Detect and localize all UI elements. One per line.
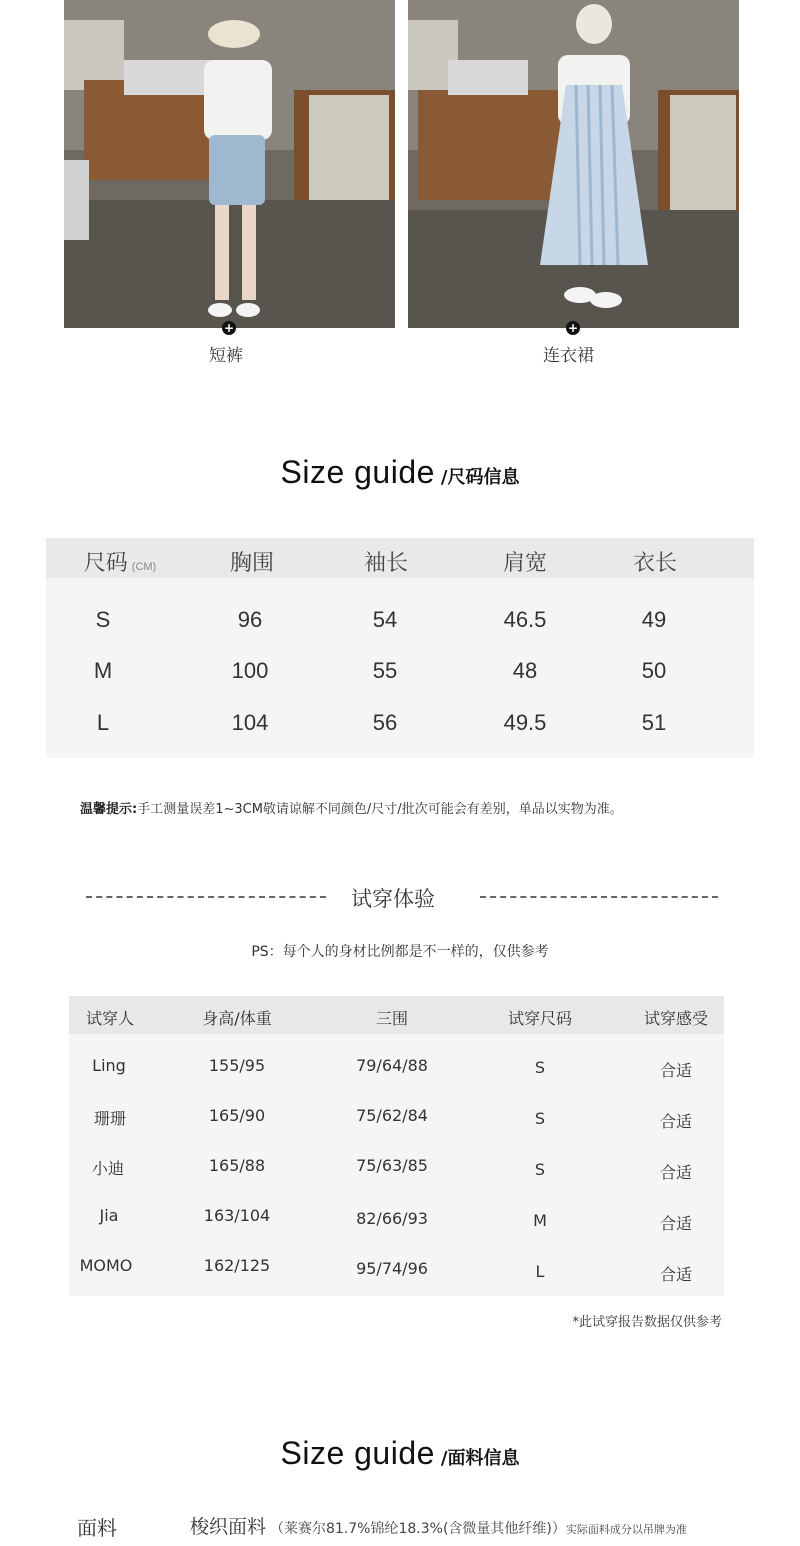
try-on-cell: 79/64/88 (356, 1056, 428, 1075)
divider-dashed-right (480, 896, 718, 898)
fabric-guide-title-en: Size guide (280, 1435, 435, 1471)
try-on-cell: 合适 (659, 1112, 693, 1131)
header-tester: 试穿人 (85, 1009, 135, 1028)
try-on-cell: 小迪 (91, 1159, 125, 1178)
header-size (84, 546, 156, 577)
size-guide-title-en: Size guide (280, 454, 435, 490)
try-on-disclaimer: PS：每个人的身材比例都是不一样的，仅供参考 (251, 944, 549, 960)
photo-caption-dress: 连衣裙 (543, 346, 594, 366)
try-on-title: 试穿体验 (351, 887, 435, 911)
header-sleeve: 袖长 (363, 551, 409, 576)
try-on-cell: 165/88 (208, 1156, 266, 1175)
fabric-type: 梭织面料 (190, 1516, 267, 1538)
try-on-cell: 155/95 (208, 1056, 266, 1075)
size-cell: 49 (641, 607, 667, 632)
unit-label: (CM) (131, 561, 157, 573)
try-on-cell: Jia (99, 1206, 119, 1225)
try-on-cell: 95/74/96 (356, 1259, 428, 1278)
photo-caption-shorts: 短裤 (209, 346, 243, 366)
try-on-cell: M (533, 1211, 547, 1230)
fabric-guide-title-cn: /面料信息 (440, 1448, 520, 1469)
try-on-cell: 合适 (659, 1214, 693, 1233)
size-table (46, 538, 754, 758)
size-guide-title-cn: /尺码信息 (440, 467, 520, 488)
try-on-cell: 162/125 (203, 1256, 271, 1275)
fabric-guide-title (0, 1435, 800, 1472)
header-length: 衣长 (632, 551, 678, 576)
size-cell: 51 (641, 710, 667, 735)
try-on-cell: 珊珊 (93, 1109, 127, 1128)
size-cell: 104 (231, 710, 269, 735)
try-on-cell: L (535, 1262, 545, 1281)
size-cell: S (95, 607, 111, 632)
try-on-cell: 合适 (659, 1061, 693, 1080)
try-on-cell: 82/66/93 (356, 1209, 428, 1228)
size-cell: M (93, 658, 113, 683)
header-measurements: 三围 (375, 1009, 409, 1028)
plus-circle-icon[interactable]: + (567, 321, 579, 335)
size-cell: 48 (512, 658, 538, 683)
size-cell: 96 (237, 607, 263, 632)
outfit-photo-shorts (64, 0, 395, 328)
size-cell: 55 (372, 658, 398, 683)
fabric-composition: （莱赛尔81.7%锦纶18.3%(含微量其他纤维)） (270, 1521, 566, 1537)
try-on-cell: S (534, 1058, 546, 1077)
notice-text: 手工测量误差1~3CM敬请谅解不同颜色/尺寸/批次可能会有差别，单品以实物为准。 (137, 802, 623, 817)
notice-label: 温馨提示: (80, 802, 138, 817)
fabric-info (190, 1512, 687, 1539)
header-chest: 胸围 (229, 551, 275, 576)
size-cell: L (96, 710, 110, 735)
divider-dashed-left (86, 896, 326, 898)
try-on-cell: 163/104 (203, 1206, 271, 1225)
size-cell: 54 (372, 607, 398, 632)
size-cell: 50 (641, 658, 667, 683)
fabric-note: 实际面料成分以吊牌为准 (565, 1523, 687, 1536)
fabric-label: 面料 (77, 1516, 117, 1540)
size-cell: 100 (231, 658, 269, 683)
header-fit-feeling: 试穿感受 (643, 1009, 709, 1028)
try-on-cell: MOMO (79, 1256, 133, 1275)
size-cell: 49.5 (503, 710, 547, 735)
try-on-table (69, 996, 724, 1296)
size-guide-title (0, 454, 800, 491)
try-on-cell: S (534, 1160, 546, 1179)
try-on-cell: Ling (92, 1056, 126, 1075)
try-on-cell: S (534, 1109, 546, 1128)
header-tried-size: 试穿尺码 (507, 1009, 573, 1028)
header-size-label: 尺码 (83, 551, 128, 576)
header-shoulder: 肩宽 (502, 551, 548, 576)
try-on-footnote: *此试穿报告数据仅供参考 (572, 1315, 722, 1330)
try-on-cell: 165/90 (208, 1106, 266, 1125)
size-cell: 46.5 (503, 607, 547, 632)
header-height-weight: 身高/体重 (202, 1009, 272, 1028)
measurement-notice (80, 798, 623, 817)
outfit-photo-dress (408, 0, 739, 328)
try-on-cell: 75/63/85 (356, 1156, 428, 1175)
size-cell: 56 (372, 710, 398, 735)
plus-circle-icon[interactable]: + (223, 321, 235, 335)
try-on-cell: 合适 (659, 1265, 693, 1284)
try-on-cell: 75/62/84 (356, 1106, 428, 1125)
try-on-cell: 合适 (659, 1163, 693, 1182)
